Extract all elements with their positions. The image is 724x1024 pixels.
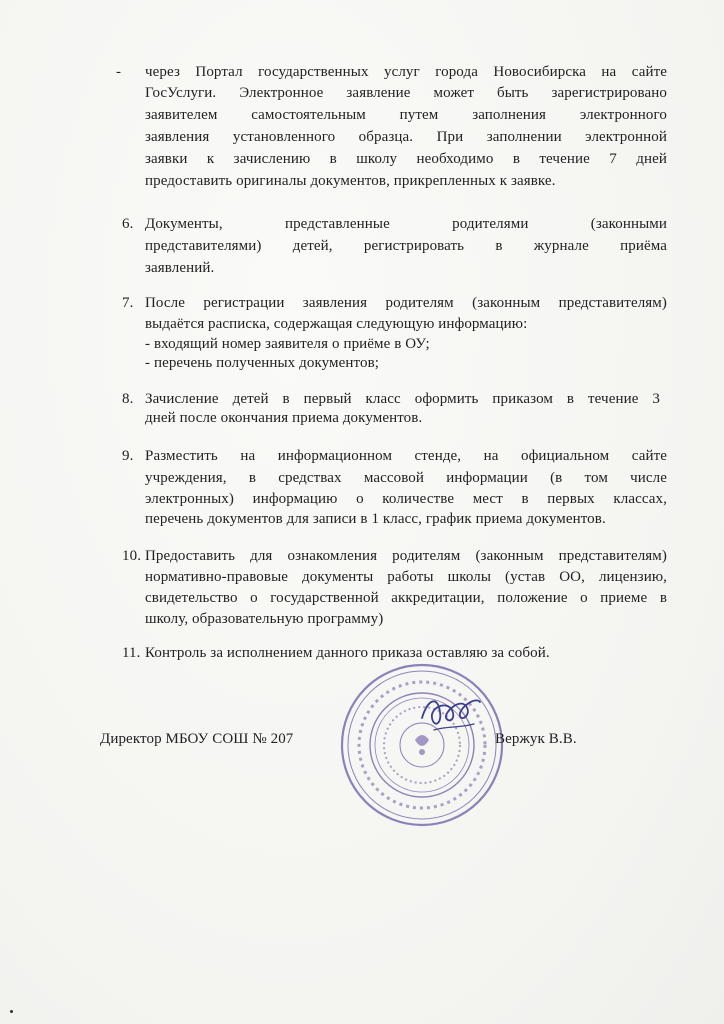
item-line: учреждения, в средствах массовой информации (в том числе (145, 470, 667, 486)
item-line: перечень документов для записи в 1 класс, график приема документов. (145, 511, 606, 527)
item-line: выдаётся расписка, содержащая следующую информацию: (145, 316, 528, 332)
item-line: Документы, представленные родителями (законными (145, 216, 667, 232)
bullet-line: ГосУслуги. Электронное заявление может быть зарегистрировано (145, 85, 667, 101)
item-line: Предоставить для ознакомления родителям (законным представителям) (145, 548, 667, 564)
item-line: После регистрации заявления родителям (законным представителям) (145, 295, 667, 311)
item-line: нормативно-правовые документы работы школы (устав ОО, лицензию, (145, 569, 667, 585)
item-number: 9. (122, 448, 134, 464)
bullet-line: заявителем самостоятельным путем заполнения электронного (145, 107, 667, 123)
official-stamp (337, 660, 507, 830)
item-number: 11. (122, 645, 141, 661)
item-number: 7. (122, 295, 134, 311)
signature-mark (416, 688, 486, 738)
scan-speck (10, 1010, 13, 1013)
item-line: Зачисление детей в первый класс оформить приказом в течение 3 (145, 391, 660, 407)
item-line: Контроль за исполнением данного приказа оставляю за собой. (145, 645, 550, 661)
director-name: Вержук В.В. (495, 731, 577, 747)
item-line: - входящий номер заявителя о приёме в ОУ; (145, 336, 430, 352)
item-line: - перечень полученных документов; (145, 355, 380, 371)
bullet-marker: - (116, 64, 122, 80)
item-line: дней после окончания приема документов. (145, 410, 423, 426)
item-line: Разместить на информационном стенде, на официальном сайте (145, 448, 667, 464)
item-line: свидетельство о государственной аккредитации, положение о приеме в (145, 590, 667, 606)
item-line: школу, образовательную программу) (145, 611, 384, 627)
item-line: заявлений. (145, 260, 215, 276)
bullet-line: через Портал государственных услуг города Новосибирска на сайте (145, 64, 667, 80)
bullet-line: предоставить оригиналы документов, прикрепленных к заявке. (145, 173, 556, 189)
bullet-line: заявления установленного образца. При заполнении электронной (145, 129, 667, 145)
item-line: электронных) информацию о количестве мест в первых классах, (145, 491, 667, 507)
item-line: представителями) детей, регистрировать в журнале приёма (145, 238, 667, 254)
item-number: 10. (122, 548, 142, 564)
item-number: 8. (122, 391, 134, 407)
director-title: Директор МБОУ СОШ № 207 (100, 731, 294, 747)
bullet-line: заявки к зачислению в школу необходимо в течение 7 дней (145, 151, 667, 167)
item-number: 6. (122, 216, 134, 232)
